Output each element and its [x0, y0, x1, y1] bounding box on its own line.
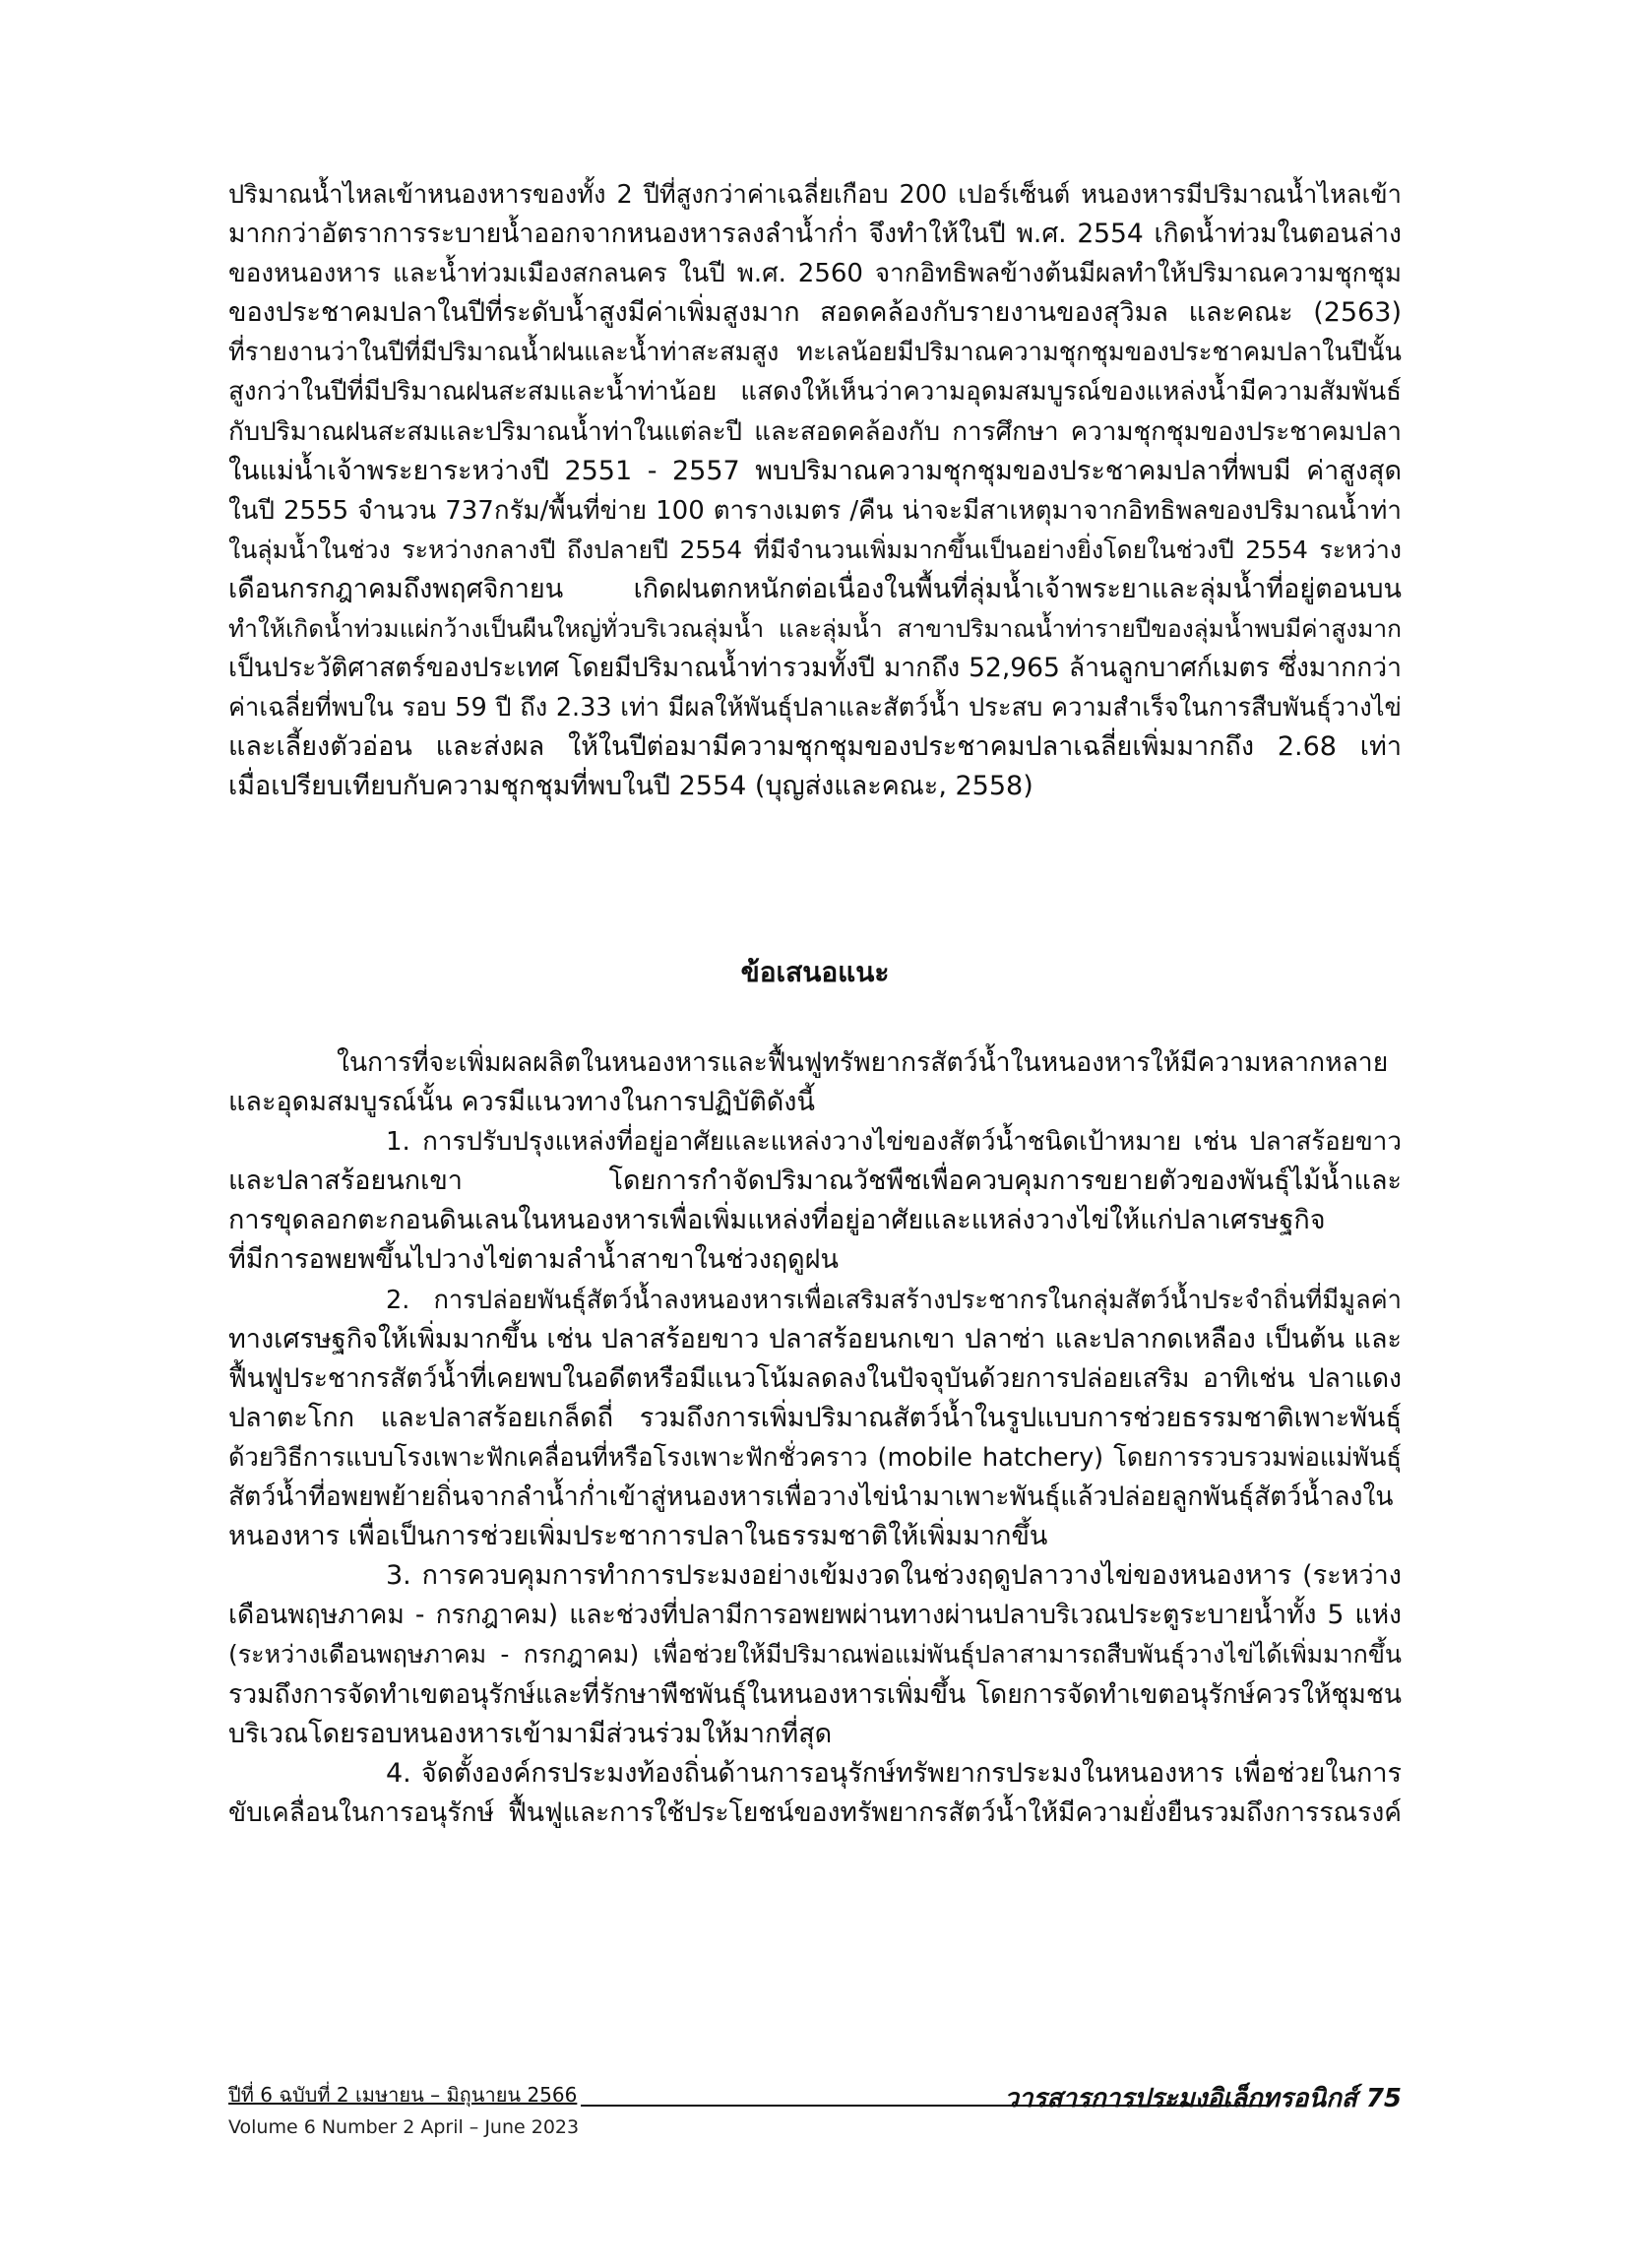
- text-line: บริเวณโดยรอบหนองหารเข้ามามีส่วนร่วมให้มากที่สุด: [228, 1718, 833, 1749]
- text-line: เป็นประวัติศาสตร์ของประเทศ โดยมีปริมาณน้ำท่ารวมทั้งปี มากถึง 52,965 ล้านลูกบาศก์เมตร ซึ่งมากกว่า: [228, 653, 1402, 684]
- text-line: ทำให้เกิดน้ำท่วมแผ่กว้างเป็นผืนใหญ่ทั่วบริเวณลุ่มน้ำ และลุ่มน้ำ สาขาปริมาณน้ำท่ารายปีของลุ่มน้ำพบมีค่าสูงมาก: [228, 614, 1402, 644]
- issue-info-thai: ปีที่ 6 ฉบับที่ 2 เมษายน – มิถุนายน 2566: [228, 2083, 578, 2107]
- text-line: 1. การปรับปรุงแหล่งที่อยู่อาศัยและแหล่งวางไข่ของสัตว์น้ำชนิดเป้าหมาย เช่น ปลาสร้อยขาว: [386, 1127, 1402, 1158]
- text-line: ที่มีการอพยพขึ้นไปวางไข่ตามลำน้ำสาขาในช่วงฤดูฝน: [228, 1244, 839, 1276]
- text-line: 2. การปล่อยพันธุ์สัตว์น้ำลงหนองหารเพื่อเสริมสร้างประชากรในกลุ่มสัตว์น้ำประจำถิ่นที่มีมูลค่า: [386, 1285, 1402, 1315]
- text-line: สัตว์น้ำที่อพยพย้ายถิ่นจากลำน้ำก่ำเข้าสู่หนองหารเพื่อวางไข่นำมาเพาะพันธุ์แล้วปล่อยลูกพันธุ์สัตว์น้ำลงใน: [228, 1481, 1394, 1513]
- text-line: ปริมาณน้ำไหลเข้าหนองหารของทั้ง 2 ปีที่สูงกว่าค่าเฉลี่ยเกือบ 200 เปอร์เซ็นต์ หนองหารมีปริมาณน้ำไหลเข้า: [228, 180, 1402, 210]
- text-line: และอุดมสมบูรณ์นั้น ควรมีแนวทางในการปฏิบัติดังนี้: [228, 1087, 815, 1118]
- text-line: หนองหาร เพื่อเป็นการช่วยเพิ่มประชาการปลาในธรรมชาติให้เพิ่มมากขึ้น: [228, 1521, 1048, 1552]
- recommendation-item-1: [228, 1122, 1402, 1280]
- recommendation-item-2: [228, 1281, 1402, 1557]
- text-line: ค่าเฉลี่ยที่พบใน รอบ 59 ปี ถึง 2.33 เท่า มีผลให้พันธุ์ปลาและสัตว์น้ำ ประสบ ความสำเร็จในการสืบพันธุ์วางไข่: [228, 693, 1402, 724]
- text-line: ด้วยวิธีการแบบโรงเพาะฟักเคลื่อนที่หรือโรงเพาะฟักชั่วคราว (mobile hatchery) โดยการรวบรวมพ่อแม่พันธุ์: [228, 1442, 1402, 1473]
- text-line: เมื่อเปรียบเทียบกับความชุกชุมที่พบในปี 2554 (บุญส่งและคณะ, 2558): [228, 771, 1033, 802]
- text-line: และปลาสร้อยนกเขา โดยการกำจัดปริมาณวัชพืชเพื่อควบคุมการขยายตัวของพันธุ์ไม้น้ำและ: [228, 1166, 1402, 1197]
- text-line: ขับเคลื่อนในการอนุรักษ์ ฟื้นฟูและการใช้ประโยชน์ของทรัพยากรสัตว์น้ำให้มีความยั่งยืนรวมถึงการรณรงค์: [228, 1796, 1402, 1828]
- text-line: ที่รายงานว่าในปีที่มีปริมาณน้ำฝนและน้ำท่าสะสมสูง ทะเลน้อยมีปริมาณความชุกชุมของประชาคมปลาในปีนั้น: [228, 338, 1402, 368]
- text-line: (ระหว่างเดือนพฤษภาคม - กรกฎาคม) เพื่อช่วยให้มีปริมาณพ่อแม่พันธุ์ปลาสามารถสืบพันธุ์วางไข่ได้เพิ่มมากขึ้น: [228, 1640, 1402, 1670]
- text-line: ของประชาคมปลาในปีที่ระดับน้ำสูงมีค่าเพิ่มสูงมาก สอดคล้องกับรายงานของสุวิมล และคณะ (2563): [228, 297, 1402, 329]
- text-line: ในลุ่มน้ำในช่วง ระหว่างกลางปี ถึงปลายปี 2554 ที่มีจำนวนเพิ่มมากขึ้นเป็นอย่างยิ่งโดยในช่วงปี 2554 ระหว่าง: [228, 535, 1402, 564]
- paragraph-continuation: [228, 175, 1402, 807]
- recommendation-item-4: [228, 1754, 1402, 1833]
- text-line: และเลี้ยงตัวอ่อน และส่งผล ให้ในปีต่อมามีความชุกชุมของประชาคมปลาเฉลี่ยเพิ่มมากถึง 2.68 เท่า: [228, 731, 1402, 763]
- page-footer: [228, 2081, 1402, 2160]
- text-line: ฟื้นฟูประชากรสัตว์น้ำที่เคยพบในอดีตหรือมีแนวโน้มลดลงในปัจจุบันด้วยการปล่อยเสริม อาทิเช่น ปลาแดง: [228, 1362, 1402, 1394]
- text-line: 4. จัดตั้งองค์กรประมงท้องถิ่นด้านการอนุรักษ์ทรัพยากรประมงในหนองหาร เพื่อช่วยในการ: [386, 1757, 1402, 1789]
- journal-name-page-number: วารสารการประมงอิเล็กทรอนิกส์ 75: [1004, 2084, 1402, 2113]
- recommendation-item-3: [228, 1556, 1402, 1753]
- text-line: เดือนพฤษภาคม - กรกฎาคม) และช่วงที่ปลามีการอพยพผ่านทางผ่านปลาบริเวณประตูระบายน้ำทั้ง 5 แห่ง: [228, 1600, 1402, 1631]
- text-line: ในแม่น้ำเจ้าพระยาระหว่างปี 2551 - 2557 พบปริมาณความชุกชุมของประชาคมปลาที่พบมี ค่าสูงสุด: [228, 455, 1402, 486]
- text-line: ของหนองหาร และน้ำท่วมเมืองสกลนคร ในปี พ.ศ. 2560 จากอิทธิพลข้างต้นมีผลทำให้ปริมาณความชุกชุม: [228, 259, 1402, 289]
- intro-paragraph: [228, 1043, 1402, 1122]
- text-line: รวมถึงการจัดทำเขตอนุรักษ์และที่รักษาพืชพันธุ์ในหนองหารเพิ่มขึ้น โดยการจัดทำเขตอนุรักษ์ควรให้ชุมชน: [228, 1678, 1402, 1710]
- text-line: มากกว่าอัตราการระบายน้ำออกจากหนองหารลงลำน้ำก่ำ จึงทำให้ในปี พ.ศ. 2554 เกิดน้ำท่วมในตอนล่าง: [228, 219, 1402, 250]
- text-line: 3. การควบคุมการทำการประมงอย่างเข้มงวดในช่วงฤดูปลาวางไข่ของหนองหาร (ระหว่าง: [386, 1560, 1402, 1592]
- text-line: ปลาตะโกก และปลาสร้อยเกล็ดถี่ รวมถึงการเพิ่มปริมาณสัตว์น้ำในรูปแบบการช่วยธรรมชาติเพาะพันธุ์: [228, 1402, 1402, 1433]
- section-heading: ข้อเสนอแนะ: [740, 956, 890, 988]
- text-line: เดือนกรกฎาคมถึงพฤศจิกายน เกิดฝนตกหนักต่อเนื่องในพื้นที่ลุ่มน้ำเจ้าพระยาและลุ่มน้ำที่อยู่ตอนบน: [228, 573, 1402, 604]
- text-line: ทางเศรษฐกิจให้เพิ่มมากขึ้น เช่น ปลาสร้อยขาว ปลาสร้อยนกเขา ปลาซ่า และปลากดเหลือง เป็นต้น และ: [228, 1323, 1402, 1354]
- issue-info-english: Volume 6 Number 2 April – June 2023: [228, 2116, 580, 2138]
- text-line: ในปี 2555 จำนวน 737กรัม/พื้นที่ข่าย 100 ตารางเมตร /คืน น่าจะมีสาเหตุมาจากอิทธิพลของปริมาณน้ำท่า: [228, 495, 1402, 526]
- text-line: สูงกว่าในปีที่มีปริมาณฝนสะสมและน้ำท่าน้อย แสดงให้เห็นว่าความอุดมสมบูรณ์ของแหล่งน้ำมีความสัมพันธ์: [228, 377, 1402, 408]
- recommendations-body: [228, 1043, 1402, 1833]
- text-line: การขุดลอกตะกอนดินเลนในหนองหารเพื่อเพิ่มแหล่งที่อยู่อาศัยและแหล่งวางไข่ให้แก่ปลาเศรษฐกิจ: [228, 1205, 1326, 1236]
- text-line: ในการที่จะเพิ่มผลผลิตในหนองหารและฟื้นฟูทรัพยากรสัตว์น้ำในหนองหารให้มีความหลากหลาย: [337, 1047, 1389, 1078]
- text-line: กับปริมาณฝนสะสมและปริมาณน้ำท่าในแต่ละปี และสอดคล้องกับ การศึกษา ความชุกชุมของประชาคมปลา: [228, 416, 1402, 447]
